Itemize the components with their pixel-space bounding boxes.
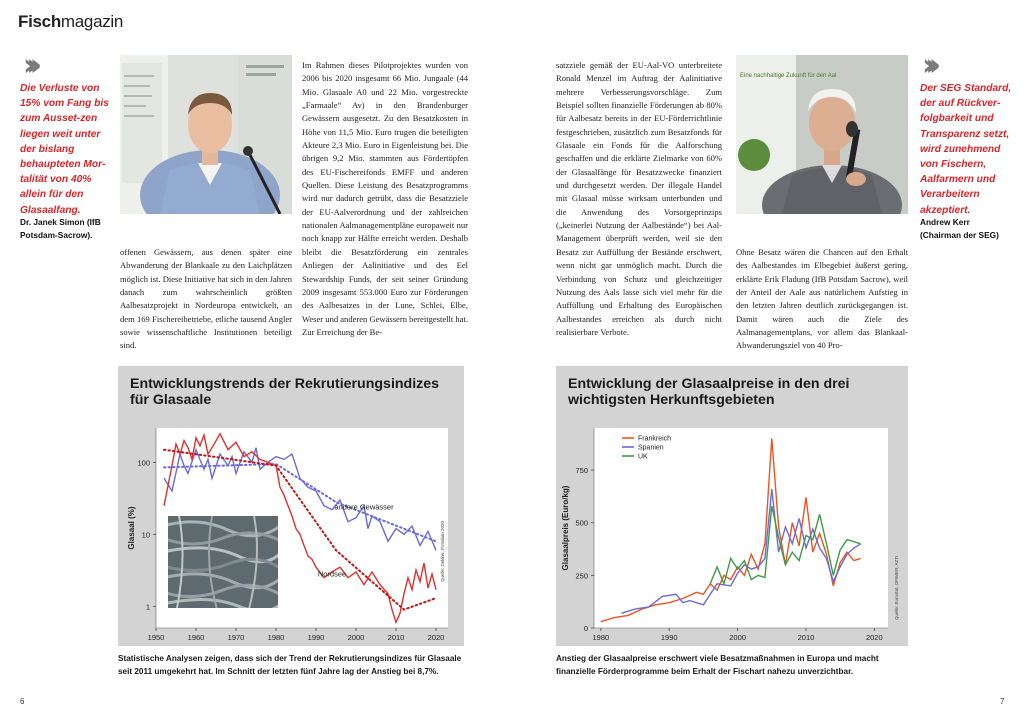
svg-text:Eine nachhaltige Zukunft für d: Eine nachhaltige Zukunft für den Aal: [740, 73, 837, 79]
y-tick-label: 10: [141, 530, 150, 540]
chart-plot-area: [556, 366, 908, 646]
article-column-4: Ohne Besatz wären die Chancen auf den Erhalt des Aalbestandes im Elbegebiet äußerst gering, erklärte Erik Fladung (IfB Potsdam Sacrow), weil der Anteil der Aale aus natürlichem Aufstieg in den letzten Jahren deutlich zurückgegangen ist. Damit wären auch die Ziele des Aalmanagementplans, vor allem das Blankaal-Abwanderungsziel von 40 Pro-: [736, 247, 908, 351]
speaker-portrait-icon: [120, 55, 292, 214]
quote-mark-icon: ›››: [23, 48, 34, 83]
attribution-left: Dr. Janek Simon (IfB Potsdam-Sacrow).: [20, 217, 101, 240]
y-tick-label: 250: [575, 571, 588, 581]
pull-quote-right: Der SEG Standard, der auf Rückver-folgbarkeit und Transparenz setzt, wird zunehmend von Fischern, Aalfarmern und Verarbeitern akzeptiert.: [920, 83, 1012, 216]
x-tick-label: 1980: [267, 633, 285, 642]
source-note: Quelle: Eurostat, OFIMER, AZTI: [894, 555, 899, 620]
series-label-nordsee: Nordsee: [317, 569, 347, 579]
x-tick-label: 2020: [865, 633, 883, 642]
chart-recruitment-indices: [118, 366, 464, 646]
x-tick-label: 2000: [347, 633, 365, 642]
y-tick-label: 100: [137, 458, 150, 468]
page-number-right: 7: [1000, 697, 1005, 706]
chart-caption-left: Statistische Analysen zeigen, dass sich der Trend der Rekrutierungsindizes für Glasaale seit 2011 umgekehrt hat. Im Schnitt der letzten fünf Jahre lag der Anstieg bei 8,7%.: [118, 654, 462, 676]
article-column-3: satzziele gemäß der EU-Aal-VO unterbreitete Ronald Menzel im Auftrag der Aalinitiative mehrere Verbesserungsvorschläge. Zum Beispiel sollten finanzielle Förderungen ab 80% für Aalbesatz bereits in der EU-Förderrichtlinie festgeschrieben, zusätzlich zum Besatzfonds für Glasaale ein Fonds für die Aalforschung geschaffen und die erklärte Zielmarke von 60% der Glasaalfänge für Besatzzwecke finanziert und durchgesetzt werden. Der illegale Handel mit Glasaal müsse wirksam unterbunden und die Anwendung des Vorsorgeprinzips („keinerlei Nutzung der Aalbestände“) bei Aal-Management überprüft werden, weil sie den Besatz zur Auffüllung der Bestände erschwert, wenn nicht gar unmöglich macht. Durch die Verbindung von Schutz und gleichzeitiger Nutzung des Aals lasse sich viel mehr für die Auffüllung und Erhaltung des Europäischen Aalbestandes erreichen als durch nicht realisierbare Verbote.: [556, 60, 722, 337]
x-tick-label: 1990: [660, 633, 678, 642]
chart-glass-eel-prices: [556, 366, 908, 646]
chart-caption-right: Anstieg der Glasaalpreise erschwert viele Besatzmaßnahmen in Europa und macht finanzielle Förderprogramme beim Erhalt der Fischart nahezu unverzichtbar.: [556, 654, 879, 676]
x-tick-label: 1960: [187, 633, 205, 642]
chart-title: Entwicklungstrends der Rekrutierungsindizes für Glasaale: [130, 376, 440, 408]
chart-title: Entwicklung der Glasaalpreise in den drei wichtigsten Herkunftsgebieten: [568, 376, 850, 408]
glass-eels-photo-icon: [168, 516, 278, 608]
legend-label: Spanien: [638, 444, 664, 452]
x-tick-label: 1990: [307, 633, 325, 642]
x-tick-label: 2000: [729, 633, 746, 642]
pull-quote-left: Die Verluste von 15% vom Fang bis zum Ausset-zen liegen weit unter der bislang behaupteten Mor-talität von 40% allein für den Glasaalfang.: [20, 83, 109, 216]
y-axis-label: Glasaal (%): [127, 506, 136, 550]
x-tick-label: 1980: [592, 633, 610, 642]
speaker-photo-left: [120, 55, 292, 214]
legend-label: UK: [638, 453, 648, 461]
x-tick-label: 1970: [227, 633, 245, 642]
source-note: Quelle: Dekker, Potsdam 2020: [440, 520, 445, 582]
page-number-left: 6: [20, 697, 25, 706]
quote-mark-icon: ›››: [922, 48, 933, 83]
attribution-right: Andrew Kerr (Chairman der SEG): [920, 217, 999, 240]
x-tick-label: 2020: [427, 633, 445, 642]
y-axis-label: Glasaalpreis (Euro/kg): [561, 485, 570, 571]
series-label-andere: andere Gewässer: [334, 502, 394, 512]
y-tick-label: 750: [575, 466, 588, 476]
y-tick-label: 500: [575, 518, 588, 528]
article-column-1: offenen Gewässern, aus denen später eine Abwanderung der Blankaale zu den Laichplätzen möglich ist. Diese Initiative hat sich in den Jahren danach zum wahrscheinlich größten Aalbesatzprojekt in Nordeuropa entwickelt, an dem 169 Fischereibetriebe, etliche tausend Angler sowie wissenschaftliche Institutionen beteiligt sind.: [120, 247, 292, 351]
y-tick-label: 0: [583, 624, 588, 633]
article-column-2: Im Rahmen dieses Pilotprojektes wurden von 2006 bis 2020 insgesamt 66 Mio. Jungaale (44 Mio. Glasaale A0 und 22 Mio. vorgestreckte „Farmaale“ Av) in den Brandenburger Gewässern ausgesetzt. Zu den Besatzkosten in Höhe von 11,5 Mio. Euro trugen die beteiligten Akteure 2,3 Mio. Euro in Eigenleistung bei. Die übrigen 9,2 Mio. stammten aus Fördertöpfen des EU-Fischereifonds EMFF und anderen Quellen. Diese Leistung des Besatzprogramms wird nur dadurch getrübt, dass die Besatzziele der EU-Aalverordnung und der zahlreichen nationalen Aalmanagementpläne europaweit nur noch knapp zur Hälfte erreicht werden. Deshalb bleibt die Besatzförderung ein zentrales Anliegen der Aalinitiative und des Eel Stewardship Funds, der seit seiner Gründung 2009 insgesamt 553.000 Euro zur Förderungen des Aalbesatzes in der Lune, Schlei, Elbe, Weser und anderen Gewässern bereitgestellt hat. Zur Erreichung der Be-: [302, 60, 468, 337]
speaker-portrait-icon: [736, 55, 908, 214]
magazine-brand: Fischmagazin: [18, 12, 124, 31]
y-tick-label: 1: [145, 602, 150, 612]
legend-label: Frankreich: [638, 435, 672, 443]
speaker-photo-right: [736, 55, 908, 214]
x-tick-label: 2010: [387, 633, 405, 642]
x-tick-label: 1950: [147, 633, 165, 642]
x-tick-label: 2010: [797, 633, 815, 642]
